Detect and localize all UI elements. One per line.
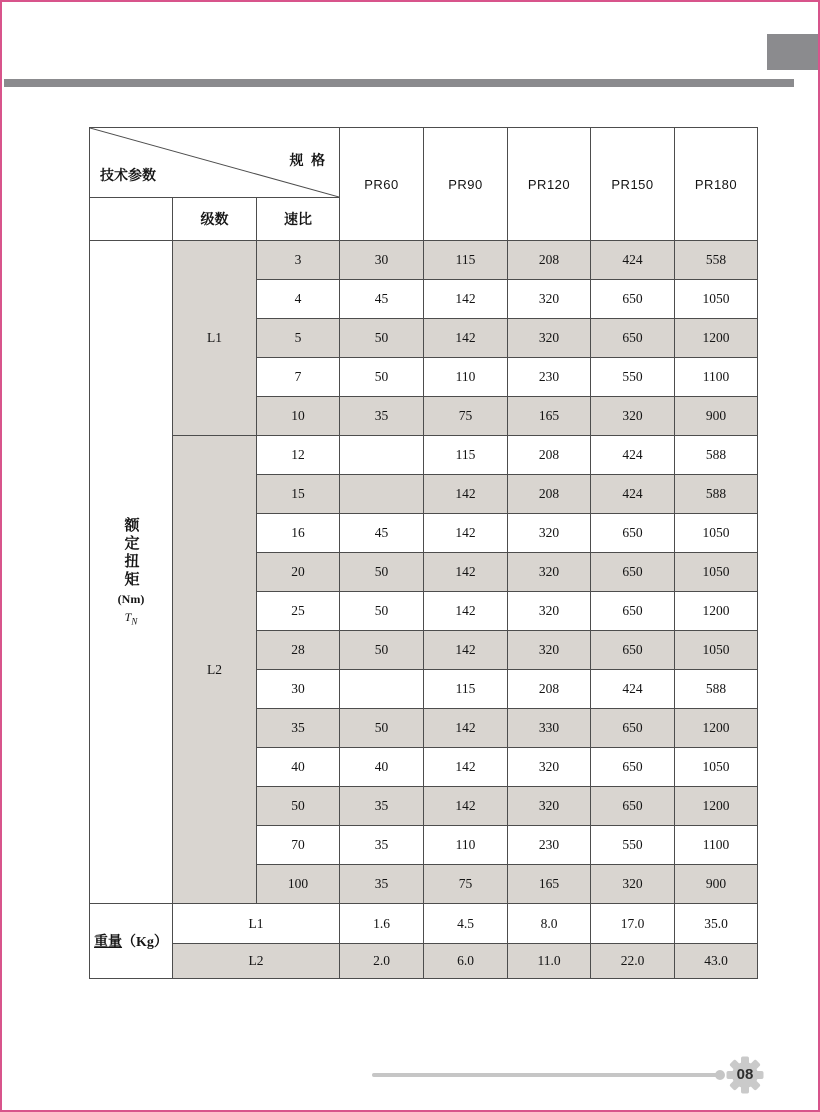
stage-cell-l1: L1	[173, 241, 257, 436]
model-header-pr90: PR90	[424, 128, 508, 241]
value-cell: 900	[675, 397, 758, 436]
value-cell: 35.0	[675, 904, 758, 944]
value-cell: 588	[675, 670, 758, 709]
weight-row-l1	[90, 904, 758, 944]
ratio-cell: 30	[257, 670, 340, 709]
value-cell: 320	[508, 748, 591, 787]
value-cell: 50	[340, 553, 424, 592]
value-cell: 75	[424, 397, 508, 436]
value-cell: 208	[508, 436, 591, 475]
weight-stage-l2: L2	[173, 944, 340, 979]
value-cell: 45	[340, 280, 424, 319]
value-cell: 142	[424, 787, 508, 826]
value-cell: 320	[591, 865, 675, 904]
torque-unit: (Nm)	[117, 592, 145, 607]
value-cell: 115	[424, 436, 508, 475]
value-cell	[340, 436, 424, 475]
ratio-cell: 7	[257, 358, 340, 397]
value-cell: 1050	[675, 280, 758, 319]
value-cell: 208	[508, 475, 591, 514]
value-cell: 110	[424, 826, 508, 865]
value-cell: 6.0	[424, 944, 508, 979]
page-number-badge	[726, 1056, 764, 1094]
value-cell: 208	[508, 241, 591, 280]
ratio-cell: 10	[257, 397, 340, 436]
table-row	[90, 436, 758, 475]
value-cell: 558	[675, 241, 758, 280]
value-cell: 1200	[675, 319, 758, 358]
value-cell: 43.0	[675, 944, 758, 979]
value-cell: 1200	[675, 709, 758, 748]
value-cell: 142	[424, 592, 508, 631]
value-cell: 1.6	[340, 904, 424, 944]
value-cell: 1100	[675, 358, 758, 397]
value-cell: 330	[508, 709, 591, 748]
value-cell: 1200	[675, 592, 758, 631]
value-cell: 550	[591, 358, 675, 397]
value-cell: 320	[591, 397, 675, 436]
header-row-1	[90, 128, 758, 198]
value-cell: 650	[591, 748, 675, 787]
ratio-cell: 20	[257, 553, 340, 592]
corner-block	[767, 34, 818, 70]
value-cell: 50	[340, 358, 424, 397]
weight-label-cell	[90, 904, 173, 979]
value-cell: 142	[424, 748, 508, 787]
value-cell: 30	[340, 241, 424, 280]
value-cell: 50	[340, 592, 424, 631]
value-cell: 1050	[675, 748, 758, 787]
ratio-cell: 70	[257, 826, 340, 865]
ratio-cell: 28	[257, 631, 340, 670]
value-cell: 424	[591, 436, 675, 475]
value-cell: 650	[591, 631, 675, 670]
value-cell: 1050	[675, 514, 758, 553]
weight-stage-l1: L1	[173, 904, 340, 944]
value-cell: 50	[340, 709, 424, 748]
value-cell: 1050	[675, 631, 758, 670]
value-cell: 208	[508, 670, 591, 709]
weight-label: 重量	[94, 935, 123, 950]
ratio-cell: 50	[257, 787, 340, 826]
ratio-cell: 4	[257, 280, 340, 319]
value-cell: 650	[591, 553, 675, 592]
page-number: 08	[736, 1066, 754, 1083]
ratio-cell: 16	[257, 514, 340, 553]
diagonal-header-cell	[90, 128, 340, 198]
model-header-pr120: PR120	[508, 128, 591, 241]
value-cell: 17.0	[591, 904, 675, 944]
value-cell: 142	[424, 514, 508, 553]
value-cell: 165	[508, 397, 591, 436]
value-cell	[340, 475, 424, 514]
value-cell: 22.0	[591, 944, 675, 979]
value-cell: 320	[508, 514, 591, 553]
ratio-cell: 25	[257, 592, 340, 631]
value-cell: 650	[591, 592, 675, 631]
weight-row-l2	[90, 944, 758, 979]
value-cell: 115	[424, 241, 508, 280]
value-cell: 8.0	[508, 904, 591, 944]
value-cell: 35	[340, 865, 424, 904]
torque-label-cell	[90, 241, 173, 904]
value-cell: 50	[340, 319, 424, 358]
value-cell: 2.0	[340, 944, 424, 979]
value-cell: 588	[675, 436, 758, 475]
value-cell: 142	[424, 631, 508, 670]
value-cell: 320	[508, 319, 591, 358]
ratio-cell: 5	[257, 319, 340, 358]
value-cell: 50	[340, 631, 424, 670]
value-cell: 424	[591, 241, 675, 280]
stage-cell-l2: L2	[173, 436, 257, 904]
value-cell: 1050	[675, 553, 758, 592]
value-cell: 142	[424, 553, 508, 592]
params-header-label: 技术参数	[100, 169, 156, 184]
value-cell: 11.0	[508, 944, 591, 979]
value-cell: 110	[424, 358, 508, 397]
value-cell: 45	[340, 514, 424, 553]
footer-rule	[372, 1073, 720, 1077]
value-cell: 115	[424, 670, 508, 709]
stage-header: 级数	[173, 198, 257, 241]
value-cell: 650	[591, 787, 675, 826]
ratio-cell: 100	[257, 865, 340, 904]
value-cell: 650	[591, 709, 675, 748]
ratio-cell: 3	[257, 241, 340, 280]
value-cell: 650	[591, 319, 675, 358]
value-cell: 320	[508, 553, 591, 592]
spec-header-label: 规 格	[289, 154, 328, 169]
value-cell: 75	[424, 865, 508, 904]
spec-table	[89, 127, 758, 979]
value-cell: 230	[508, 826, 591, 865]
value-cell: 165	[508, 865, 591, 904]
value-cell: 142	[424, 280, 508, 319]
model-header-pr60: PR60	[340, 128, 424, 241]
torque-symbol: $T_N$	[124, 610, 138, 627]
ratio-cell: 12	[257, 436, 340, 475]
value-cell: 320	[508, 631, 591, 670]
top-rule	[4, 79, 794, 87]
ratio-cell: 35	[257, 709, 340, 748]
empty-header-cell	[90, 198, 173, 241]
value-cell: 1100	[675, 826, 758, 865]
value-cell: 650	[591, 280, 675, 319]
ratio-cell: 40	[257, 748, 340, 787]
value-cell: 900	[675, 865, 758, 904]
value-cell: 424	[591, 475, 675, 514]
value-cell: 230	[508, 358, 591, 397]
value-cell: 550	[591, 826, 675, 865]
value-cell	[340, 670, 424, 709]
ratio-cell: 15	[257, 475, 340, 514]
value-cell: 35	[340, 397, 424, 436]
value-cell: 142	[424, 709, 508, 748]
value-cell: 320	[508, 592, 591, 631]
value-cell: 320	[508, 280, 591, 319]
value-cell: 35	[340, 787, 424, 826]
torque-name: 额定扭矩	[122, 517, 139, 590]
footer-dot	[715, 1070, 725, 1080]
value-cell: 35	[340, 826, 424, 865]
value-cell: 588	[675, 475, 758, 514]
value-cell: 4.5	[424, 904, 508, 944]
value-cell: 424	[591, 670, 675, 709]
value-cell: 650	[591, 514, 675, 553]
value-cell: 40	[340, 748, 424, 787]
value-cell: 1200	[675, 787, 758, 826]
value-cell: 142	[424, 475, 508, 514]
model-header-pr180: PR180	[675, 128, 758, 241]
ratio-header: 速比	[257, 198, 340, 241]
table-row	[90, 241, 758, 280]
value-cell: 320	[508, 787, 591, 826]
value-cell: 142	[424, 319, 508, 358]
model-header-pr150: PR150	[591, 128, 675, 241]
weight-unit: （Kg）	[122, 935, 168, 950]
